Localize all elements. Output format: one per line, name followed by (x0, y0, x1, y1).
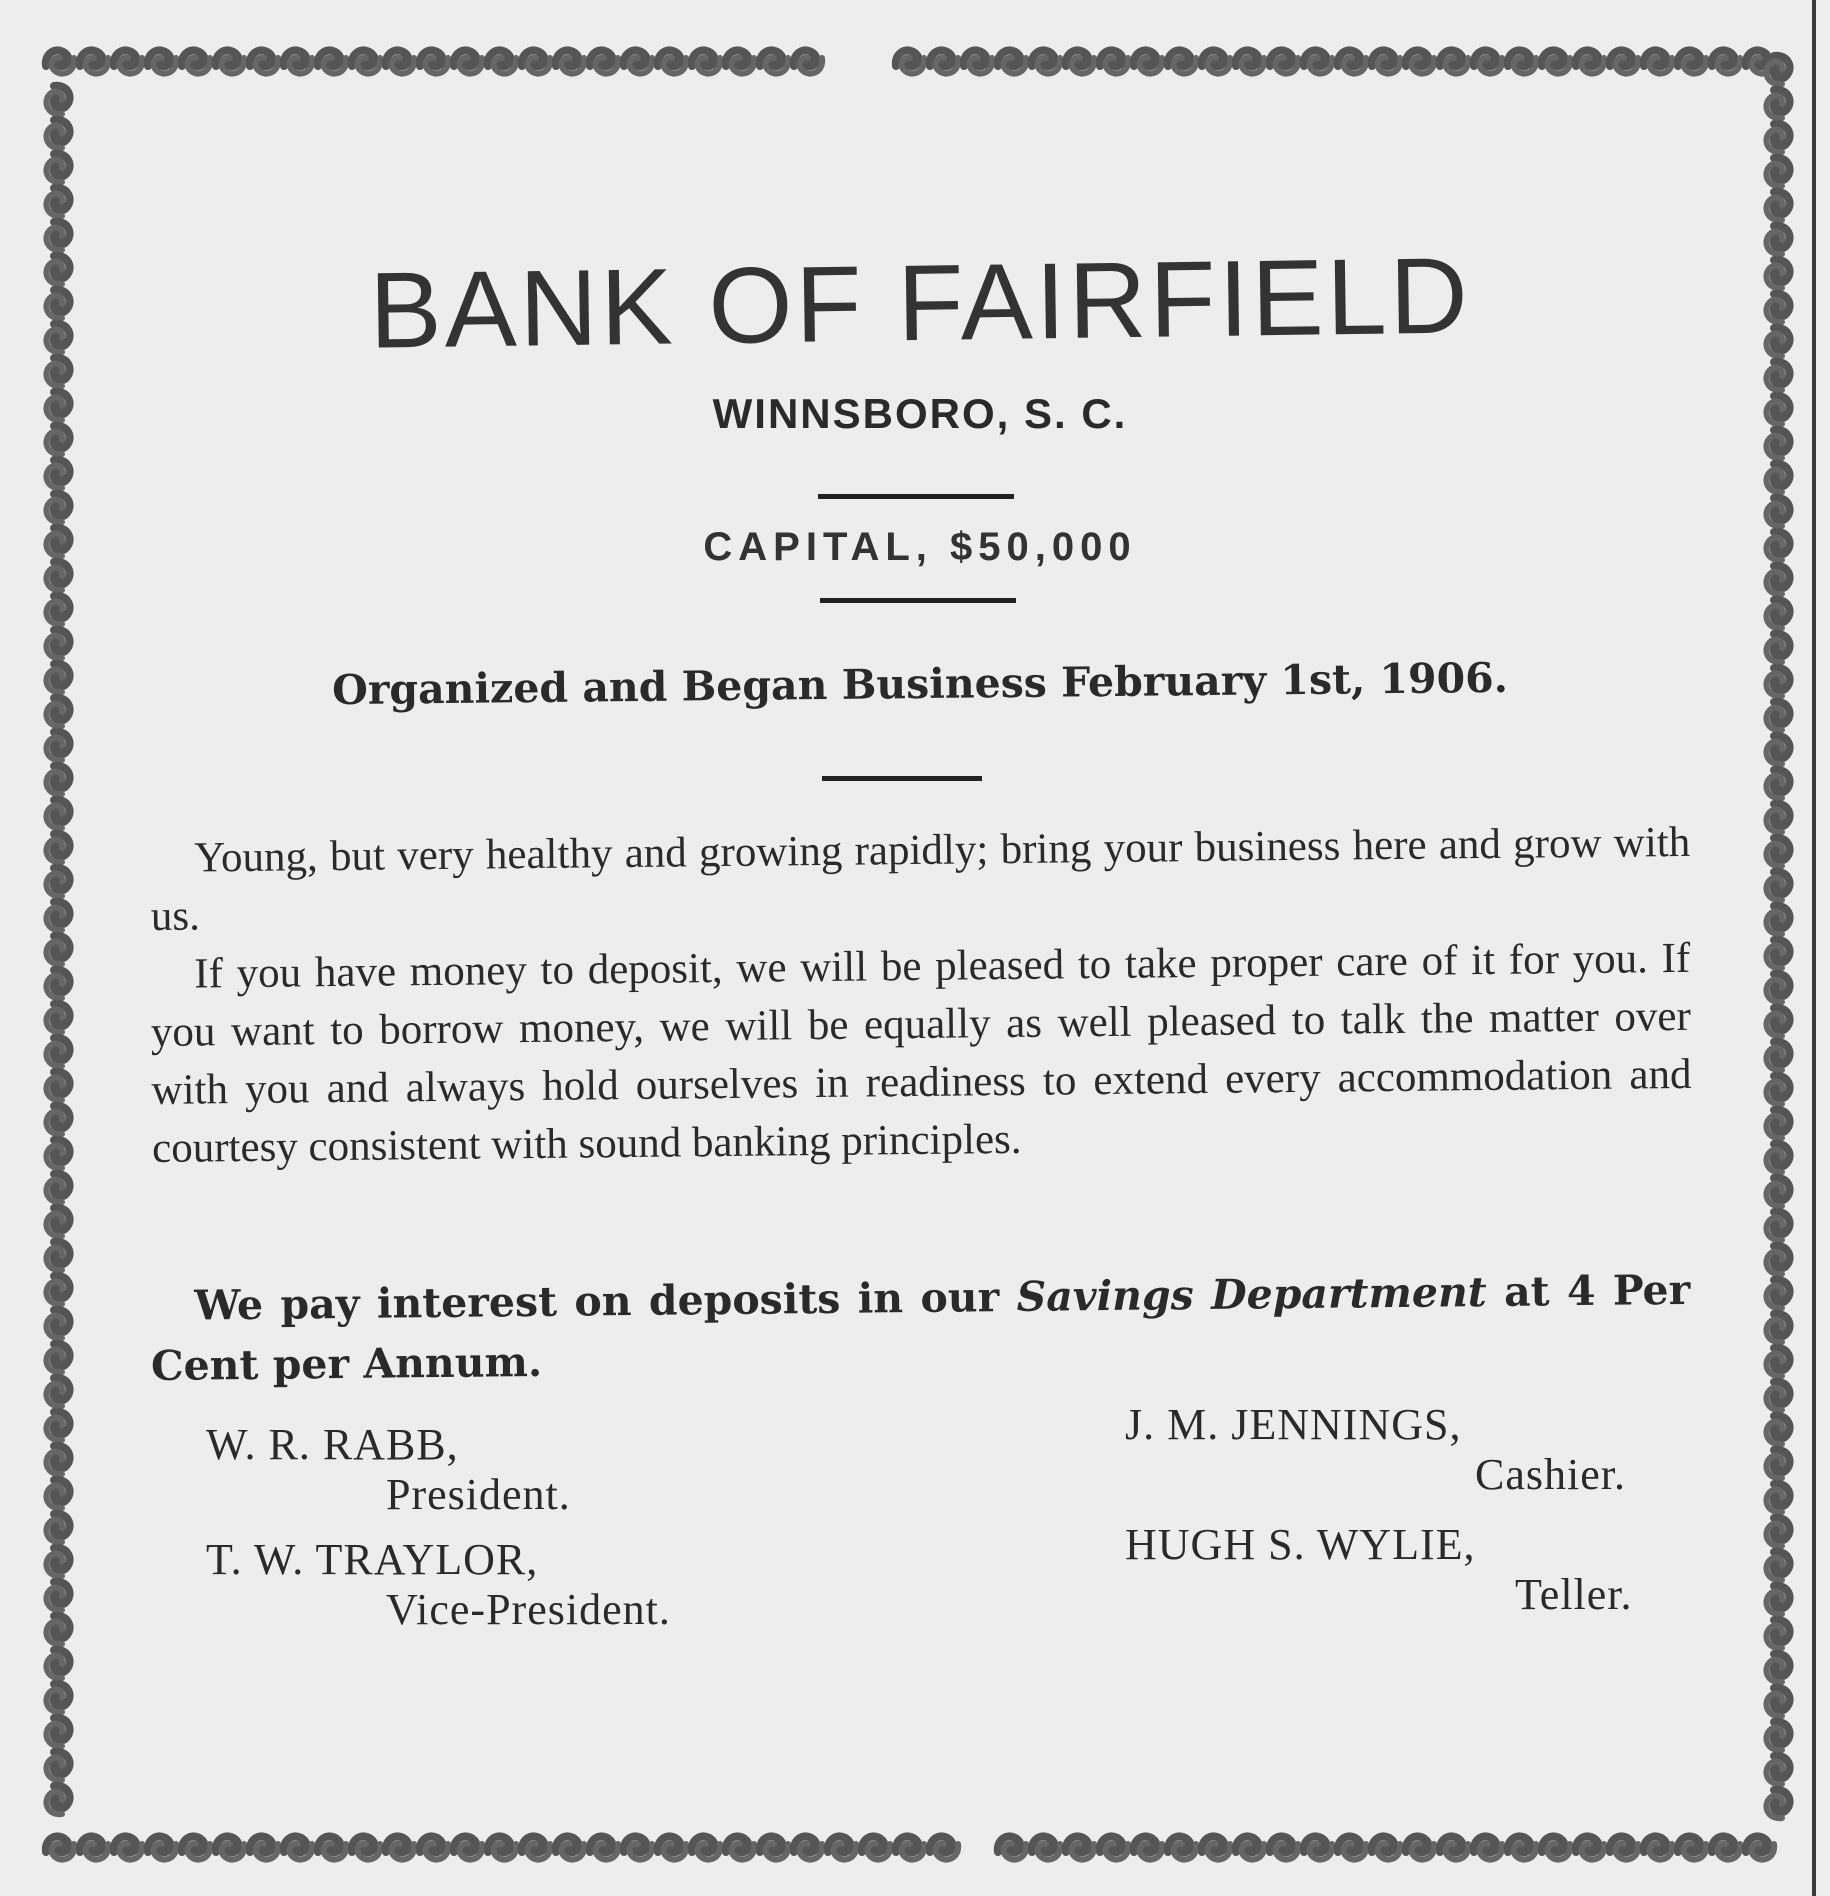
organized-date: Organized and Began Business February 1st, 1906. (331, 653, 1509, 715)
border-scroll-ornament (590, 1836, 618, 1859)
border-scroll-ornament (46, 1004, 69, 1032)
border-scroll-ornament (216, 1836, 244, 1859)
border-scroll-ornament (46, 1718, 69, 1746)
border-scroll-ornament (488, 50, 516, 73)
paragraph-interest (150, 1260, 1691, 1396)
border-scroll-ornament (760, 50, 788, 73)
border-scroll-ornament (454, 50, 482, 73)
bank-name-heading: BANK OF FAIRFIELD (368, 234, 1472, 371)
border-scroll-ornament (1372, 50, 1400, 73)
border-scroll-ornament (828, 1836, 856, 1859)
border-scroll-ornament (1766, 1008, 1789, 1036)
border-scroll-ornament (1474, 1836, 1502, 1859)
border-scroll-ornament (930, 1836, 958, 1859)
advertisement-content (150, 180, 1690, 1740)
border-scroll-ornament (46, 324, 69, 352)
border-scroll-ornament (1766, 532, 1789, 560)
border-scroll-ornament (488, 1836, 516, 1859)
border-scroll-ornament (1066, 50, 1094, 73)
border-scroll-ornament (1766, 1042, 1789, 1070)
border-scroll-ornament (46, 1174, 69, 1202)
border-scroll-ornament (216, 50, 244, 73)
border-scroll-ornament (1766, 1314, 1789, 1342)
border-scroll-ornament (1766, 90, 1789, 118)
border-scroll-ornament (318, 1836, 346, 1859)
border-scroll-ornament (46, 1684, 69, 1712)
officer-name: J. M. JENNINGS, (1125, 1400, 1462, 1449)
border-scroll-ornament (46, 460, 69, 488)
divider-rule (818, 494, 1014, 499)
border-scroll-ornament (1338, 1836, 1366, 1859)
border-scroll-ornament (420, 1836, 448, 1859)
border-scroll-ornament (46, 154, 69, 182)
border-scroll-ornament (1766, 668, 1789, 696)
divider-rule (820, 598, 1016, 603)
border-scroll-ornament (1610, 1836, 1638, 1859)
border-scroll-ornament (1202, 1836, 1230, 1859)
border-scroll-ornament (46, 766, 69, 794)
border-scroll-ornament (284, 1836, 312, 1859)
border-scroll-ornament (46, 392, 69, 420)
border-scroll-ornament (1766, 124, 1789, 152)
border-scroll-ornament (46, 188, 69, 216)
border-scroll-ornament (1610, 50, 1638, 73)
border-scroll-ornament (1766, 1484, 1789, 1512)
border-scroll-ornament (148, 1836, 176, 1859)
border-scroll-ornament (624, 1836, 652, 1859)
border-scroll-ornament (1270, 1836, 1298, 1859)
border-scroll-ornament (46, 630, 69, 658)
border-scroll-ornament (794, 50, 822, 73)
border-scroll-ornament (46, 1582, 69, 1610)
border-scroll-ornament (1766, 804, 1789, 832)
border-scroll-ornament (522, 1836, 550, 1859)
border-scroll-ornament (692, 1836, 720, 1859)
border-scroll-ornament (1746, 1836, 1774, 1859)
border-scroll-ornament (1236, 50, 1264, 73)
border-scroll-ornament (556, 1836, 584, 1859)
border-scroll-ornament (1766, 974, 1789, 1002)
bank-location: WINNSBORO, S. C. (712, 390, 1128, 437)
border-scroll-ornament (46, 1836, 74, 1859)
border-scroll-ornament (930, 50, 958, 73)
border-scroll-ornament (1766, 1144, 1789, 1172)
border-scroll-ornament (624, 50, 652, 73)
border-scroll-ornament (46, 936, 69, 964)
border-scroll-ornament (46, 1038, 69, 1066)
border-scroll-ornament (46, 1072, 69, 1100)
border-scroll-ornament (1678, 50, 1706, 73)
officer-teller (1125, 1520, 1633, 1620)
border-scroll-ornament (1766, 1790, 1789, 1818)
border-scroll-ornament (454, 1836, 482, 1859)
border-scroll-ornament (46, 494, 69, 522)
border-scroll-ornament (1338, 50, 1366, 73)
border-scroll-ornament (1766, 1178, 1789, 1206)
border-scroll-ornament (46, 1344, 69, 1372)
border-scroll-ornament (46, 698, 69, 726)
border-scroll-ornament (1766, 838, 1789, 866)
officer-president (206, 1420, 571, 1520)
border-scroll-ornament (46, 868, 69, 896)
border-scroll-ornament (1440, 1836, 1468, 1859)
border-scroll-ornament (46, 1752, 69, 1780)
border-scroll-ornament (522, 50, 550, 73)
border-scroll-ornament (46, 1106, 69, 1134)
border-scroll-ornament (1766, 1552, 1789, 1580)
border-scroll-ornament (1766, 600, 1789, 628)
border-scroll-ornament (1766, 1416, 1789, 1444)
border-scroll-ornament (1766, 1280, 1789, 1308)
border-scroll-ornament (1766, 158, 1789, 186)
border-scroll-ornament (46, 800, 69, 828)
border-scroll-ornament (1712, 1836, 1740, 1859)
border-scroll-ornament (46, 664, 69, 692)
border-scroll-ornament (46, 970, 69, 998)
border-scroll-ornament (1542, 50, 1570, 73)
paragraph-deposit-borrow (150, 930, 1692, 1178)
border-scroll-ornament (1678, 1836, 1706, 1859)
border-scroll-ornament (1766, 192, 1789, 220)
border-scroll-ornament (1270, 50, 1298, 73)
border-scroll-ornament (896, 50, 924, 73)
border-scroll-ornament (1766, 1586, 1789, 1614)
border-scroll-ornament (726, 50, 754, 73)
border-scroll-ornament (250, 50, 278, 73)
officer-role: Teller. (1515, 1570, 1633, 1619)
border-scroll-ornament (46, 290, 69, 318)
border-scroll-ornament (46, 1616, 69, 1644)
officer-name: T. W. TRAYLOR, (206, 1535, 539, 1584)
border-scroll-ornament (46, 834, 69, 862)
border-scroll-ornament (182, 1836, 210, 1859)
border-scroll-ornament (1766, 1756, 1789, 1784)
border-scroll-ornament (46, 50, 74, 73)
border-scroll-ornament (420, 50, 448, 73)
border-scroll-ornament (1304, 50, 1332, 73)
border-scroll-ornament (1766, 702, 1789, 730)
border-scroll-ornament (318, 50, 346, 73)
paragraph-text: If you have money to deposit, we will be pleased to take proper care of it for you. If you want to borrow money, we will be equally as well pleased to talk the matter over with you and always hold ourselves in readiness to extend every accommodation and courtesy consistent with sound banking principles. (150, 934, 1692, 1172)
divider-rule (822, 776, 982, 781)
border-scroll-ornament (1168, 50, 1196, 73)
border-scroll-ornament (556, 50, 584, 73)
border-scroll-ornament (862, 1836, 890, 1859)
border-scroll-ornament (352, 50, 380, 73)
border-scroll-ornament (1766, 1382, 1789, 1410)
border-scroll-ornament (1304, 1836, 1332, 1859)
border-scroll-ornament (1032, 1836, 1060, 1859)
border-scroll-ornament (386, 50, 414, 73)
border-scroll-ornament (46, 358, 69, 386)
border-scroll-ornament (1644, 1836, 1672, 1859)
border-scroll-ornament (1372, 1836, 1400, 1859)
officer-role: President. (386, 1470, 571, 1519)
border-scroll-ornament (46, 222, 69, 250)
border-scroll-ornament (1576, 50, 1604, 73)
border-scroll-ornament (964, 50, 992, 73)
border-scroll-ornament (284, 50, 312, 73)
border-scroll-ornament (1766, 1688, 1789, 1716)
border-scroll-ornament (726, 1836, 754, 1859)
border-scroll-ornament (1766, 872, 1789, 900)
border-scroll-ornament (658, 1836, 686, 1859)
border-scroll-ornament (1766, 1654, 1789, 1682)
border-scroll-ornament (1766, 1246, 1789, 1274)
border-scroll-ornament (182, 50, 210, 73)
border-scroll-ornament (1766, 770, 1789, 798)
border-scroll-ornament (46, 562, 69, 590)
border-scroll-ornament (1766, 430, 1789, 458)
border-scroll-ornament (1766, 464, 1789, 492)
border-scroll-ornament (1168, 1836, 1196, 1859)
border-scroll-ornament (1406, 50, 1434, 73)
border-scroll-ornament (1100, 1836, 1128, 1859)
border-scroll-ornament (80, 50, 108, 73)
border-scroll-ornament (1766, 1450, 1789, 1478)
border-scroll-ornament (896, 1836, 924, 1859)
border-scroll-ornament (46, 1242, 69, 1270)
border-scroll-ornament (46, 1208, 69, 1236)
border-scroll-ornament (1766, 634, 1789, 662)
interest-text-prefix: We pay interest on deposits in our (194, 1272, 1017, 1330)
border-scroll-ornament (46, 256, 69, 284)
border-scroll-ornament (794, 1836, 822, 1859)
border-scroll-ornament (1032, 50, 1060, 73)
border-scroll-ornament (692, 50, 720, 73)
officer-role: Vice-President. (386, 1585, 671, 1634)
border-scroll-ornament (1066, 1836, 1094, 1859)
border-scroll-ornament (1542, 1836, 1570, 1859)
border-scroll-ornament (1100, 50, 1128, 73)
officer-vice-president (206, 1535, 671, 1635)
border-scroll-ornament (46, 1140, 69, 1168)
border-scroll-ornament (1644, 50, 1672, 73)
border-scroll-ornament (46, 1786, 69, 1814)
border-scroll-ornament (46, 86, 69, 114)
border-scroll-ornament (46, 1276, 69, 1304)
border-scroll-ornament (1406, 1836, 1434, 1859)
border-scroll-ornament (46, 528, 69, 556)
border-scroll-ornament (1766, 1076, 1789, 1104)
border-scroll-ornament (1202, 50, 1230, 73)
border-scroll-ornament (1766, 1348, 1789, 1376)
border-scroll-ornament (1766, 1518, 1789, 1546)
border-scroll-ornament (1766, 940, 1789, 968)
border-scroll-ornament (1766, 736, 1789, 764)
border-scroll-ornament (46, 1310, 69, 1338)
interest-text-suffix: at 4 Per Cent per Annum. (150, 1265, 1691, 1390)
border-scroll-ornament (1766, 362, 1789, 390)
border-scroll-ornament (1766, 1620, 1789, 1648)
border-scroll-ornament (1134, 1836, 1162, 1859)
border-scroll-ornament (1766, 1110, 1789, 1138)
officer-role: Cashier. (1475, 1450, 1626, 1499)
officer-name: W. R. RABB, (206, 1420, 459, 1469)
officer-name: HUGH S. WYLIE, (1125, 1520, 1476, 1569)
savings-department-emphasis: Savings Department (1016, 1268, 1487, 1321)
border-scroll-ornament (114, 50, 142, 73)
paragraph-text (150, 1260, 1691, 1396)
border-scroll-ornament (46, 1446, 69, 1474)
border-scroll-ornament (1508, 1836, 1536, 1859)
border-scroll-ornament (250, 1836, 278, 1859)
border-scroll-ornament (46, 1480, 69, 1508)
border-scroll-ornament (1766, 294, 1789, 322)
border-scroll-ornament (46, 1548, 69, 1576)
border-scroll-ornament (1766, 1212, 1789, 1240)
border-scroll-ornament (46, 426, 69, 454)
border-scroll-ornament (46, 732, 69, 760)
border-scroll-ornament (658, 50, 686, 73)
border-scroll-ornament (352, 1836, 380, 1859)
border-scroll-ornament (80, 1836, 108, 1859)
border-scroll-ornament (1766, 906, 1789, 934)
border-scroll-ornament (1508, 50, 1536, 73)
border-scroll-ornament (46, 1378, 69, 1406)
border-scroll-ornament (46, 596, 69, 624)
border-scroll-ornament (760, 1836, 788, 1859)
border-scroll-ornament (998, 50, 1026, 73)
paragraph-text: Young, but very healthy and growing rapidly; bring your business here and grow with us. (150, 818, 1691, 940)
border-scroll-ornament (1766, 328, 1789, 356)
border-scroll-ornament (1236, 1836, 1264, 1859)
border-scroll-ornament (46, 120, 69, 148)
border-scroll-ornament (1766, 566, 1789, 594)
border-scroll-ornament (1766, 1722, 1789, 1750)
border-scroll-ornament (998, 1836, 1026, 1859)
border-scroll-ornament (1440, 50, 1468, 73)
border-scroll-ornament (46, 1650, 69, 1678)
officer-cashier (1125, 1400, 1626, 1500)
border-scroll-ornament (46, 1514, 69, 1542)
border-scroll-ornament (1134, 50, 1162, 73)
border-scroll-ornament (590, 50, 618, 73)
border-scroll-ornament (1576, 1836, 1604, 1859)
border-scroll-ornament (1766, 226, 1789, 254)
border-scroll-ornament (148, 50, 176, 73)
border-scroll-ornament (1766, 498, 1789, 526)
border-scroll-ornament (1766, 396, 1789, 424)
paragraph-growth (150, 814, 1691, 946)
border-scroll-ornament (46, 1412, 69, 1440)
border-scroll-ornament (46, 902, 69, 930)
border-scroll-ornament (1766, 260, 1789, 288)
border-scroll-ornament (1712, 50, 1740, 73)
border-scroll-ornament (386, 1836, 414, 1859)
border-scroll-ornament (1474, 50, 1502, 73)
capital-statement: CAPITAL, $50,000 (703, 525, 1137, 569)
border-scroll-ornament (114, 1836, 142, 1859)
